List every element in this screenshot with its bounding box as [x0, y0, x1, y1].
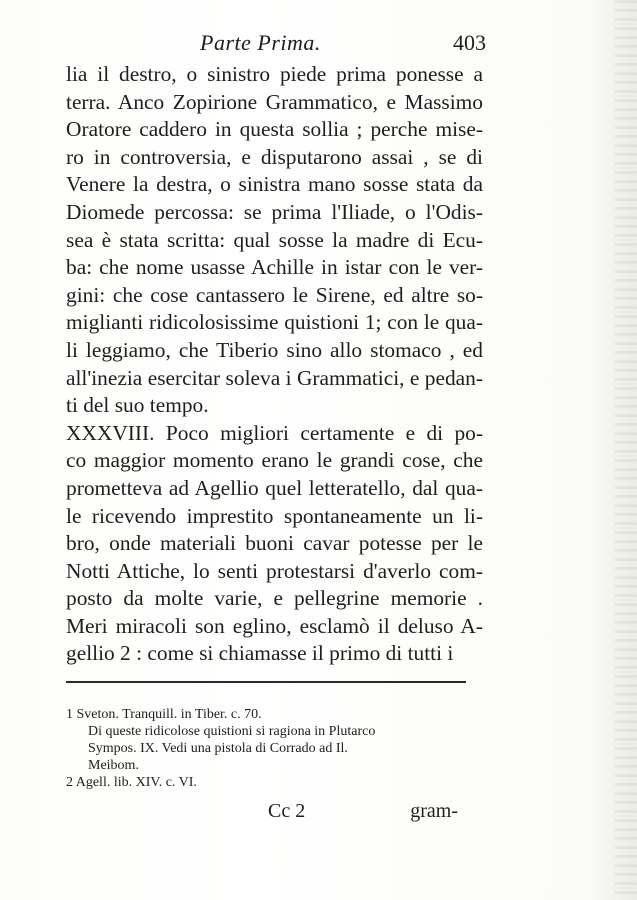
text-line: Meri miracoli son eglino, esclamò il deluso A- [66, 613, 483, 638]
footnote-line: 1 Sveton. Tranquill. in Tiber. c. 70. [66, 707, 262, 722]
text-line: ti del suo tempo. [66, 393, 209, 418]
text-line: posto da molte varie, e pellegrine memorie . [66, 586, 483, 611]
text-line: sea è stata scritta: qual sosse la madre di Ecu- [66, 227, 483, 252]
footnote-line: Sympos. IX. Vedi una pistola di Corrado ad Il. [88, 741, 348, 756]
text-line: bro, onde materiali buoni cavar potesse per le [66, 531, 483, 556]
footnote-line: Meibom. [88, 758, 139, 773]
body-text [66, 61, 483, 668]
footnote-rule [66, 681, 466, 683]
page-number: 403 [453, 30, 486, 55]
text-line: prometteva ad Agellio quel letteratello, dal qua- [66, 475, 483, 500]
footnotes [66, 706, 486, 791]
text-line: terra. Anco Zopirione Grammatico, e Massimo [66, 89, 483, 114]
text-line: Notti Attiche, lo senti protestarsi d'averlo com- [66, 558, 483, 583]
text-line: lia il destro, o sinistro piede prima ponesse a [66, 62, 483, 86]
text-line: XXXVIII. Poco migliori certamente e di po- [66, 420, 483, 445]
text-line: all'inezia esercitar soleva i Grammatici, e pedan- [66, 365, 483, 390]
text-line: gellio 2 : come si chiamasse il primo di tutti i [66, 641, 454, 666]
catchword: gram- [410, 800, 458, 822]
text-line: Venere la destra, o sinistra mano sosse stata da [66, 172, 483, 197]
footnote-line: 2 Agell. lib. XIV. c. VI. [66, 775, 197, 790]
text-line: Oratore caddero in questa sollia ; perche mise- [66, 117, 483, 142]
signature-mark: Cc 2 [268, 800, 306, 822]
page-header [66, 30, 486, 58]
text-line: ba: che nome usasse Achille in istar con le ver- [66, 255, 483, 280]
text-line: co maggior momento erano le grandi cose, che [66, 448, 483, 473]
footnote-line: Di queste ridicolose quistioni si ragiona in Plutarco [88, 724, 376, 739]
text-line: Diomede percossa: se prima l'Iliade, o l'Odis- [66, 199, 483, 224]
page-edge-shadow [615, 0, 637, 900]
text-line: le ricevendo imprestito spontaneamente un li- [66, 503, 483, 528]
text-line: gini: che cose cantassero le Sirene, ed altre so- [66, 282, 483, 307]
text-line: miglianti ridicolosissime quistioni 1; con le qua- [66, 310, 483, 335]
text-line: ro in controversia, e disputarono assai , se di [66, 144, 483, 169]
text-line: li leggiamo, che Tiberio sino allo stomaco , ed [66, 337, 483, 362]
page-footer [268, 800, 458, 826]
running-head: Parte Prima. [200, 30, 321, 55]
